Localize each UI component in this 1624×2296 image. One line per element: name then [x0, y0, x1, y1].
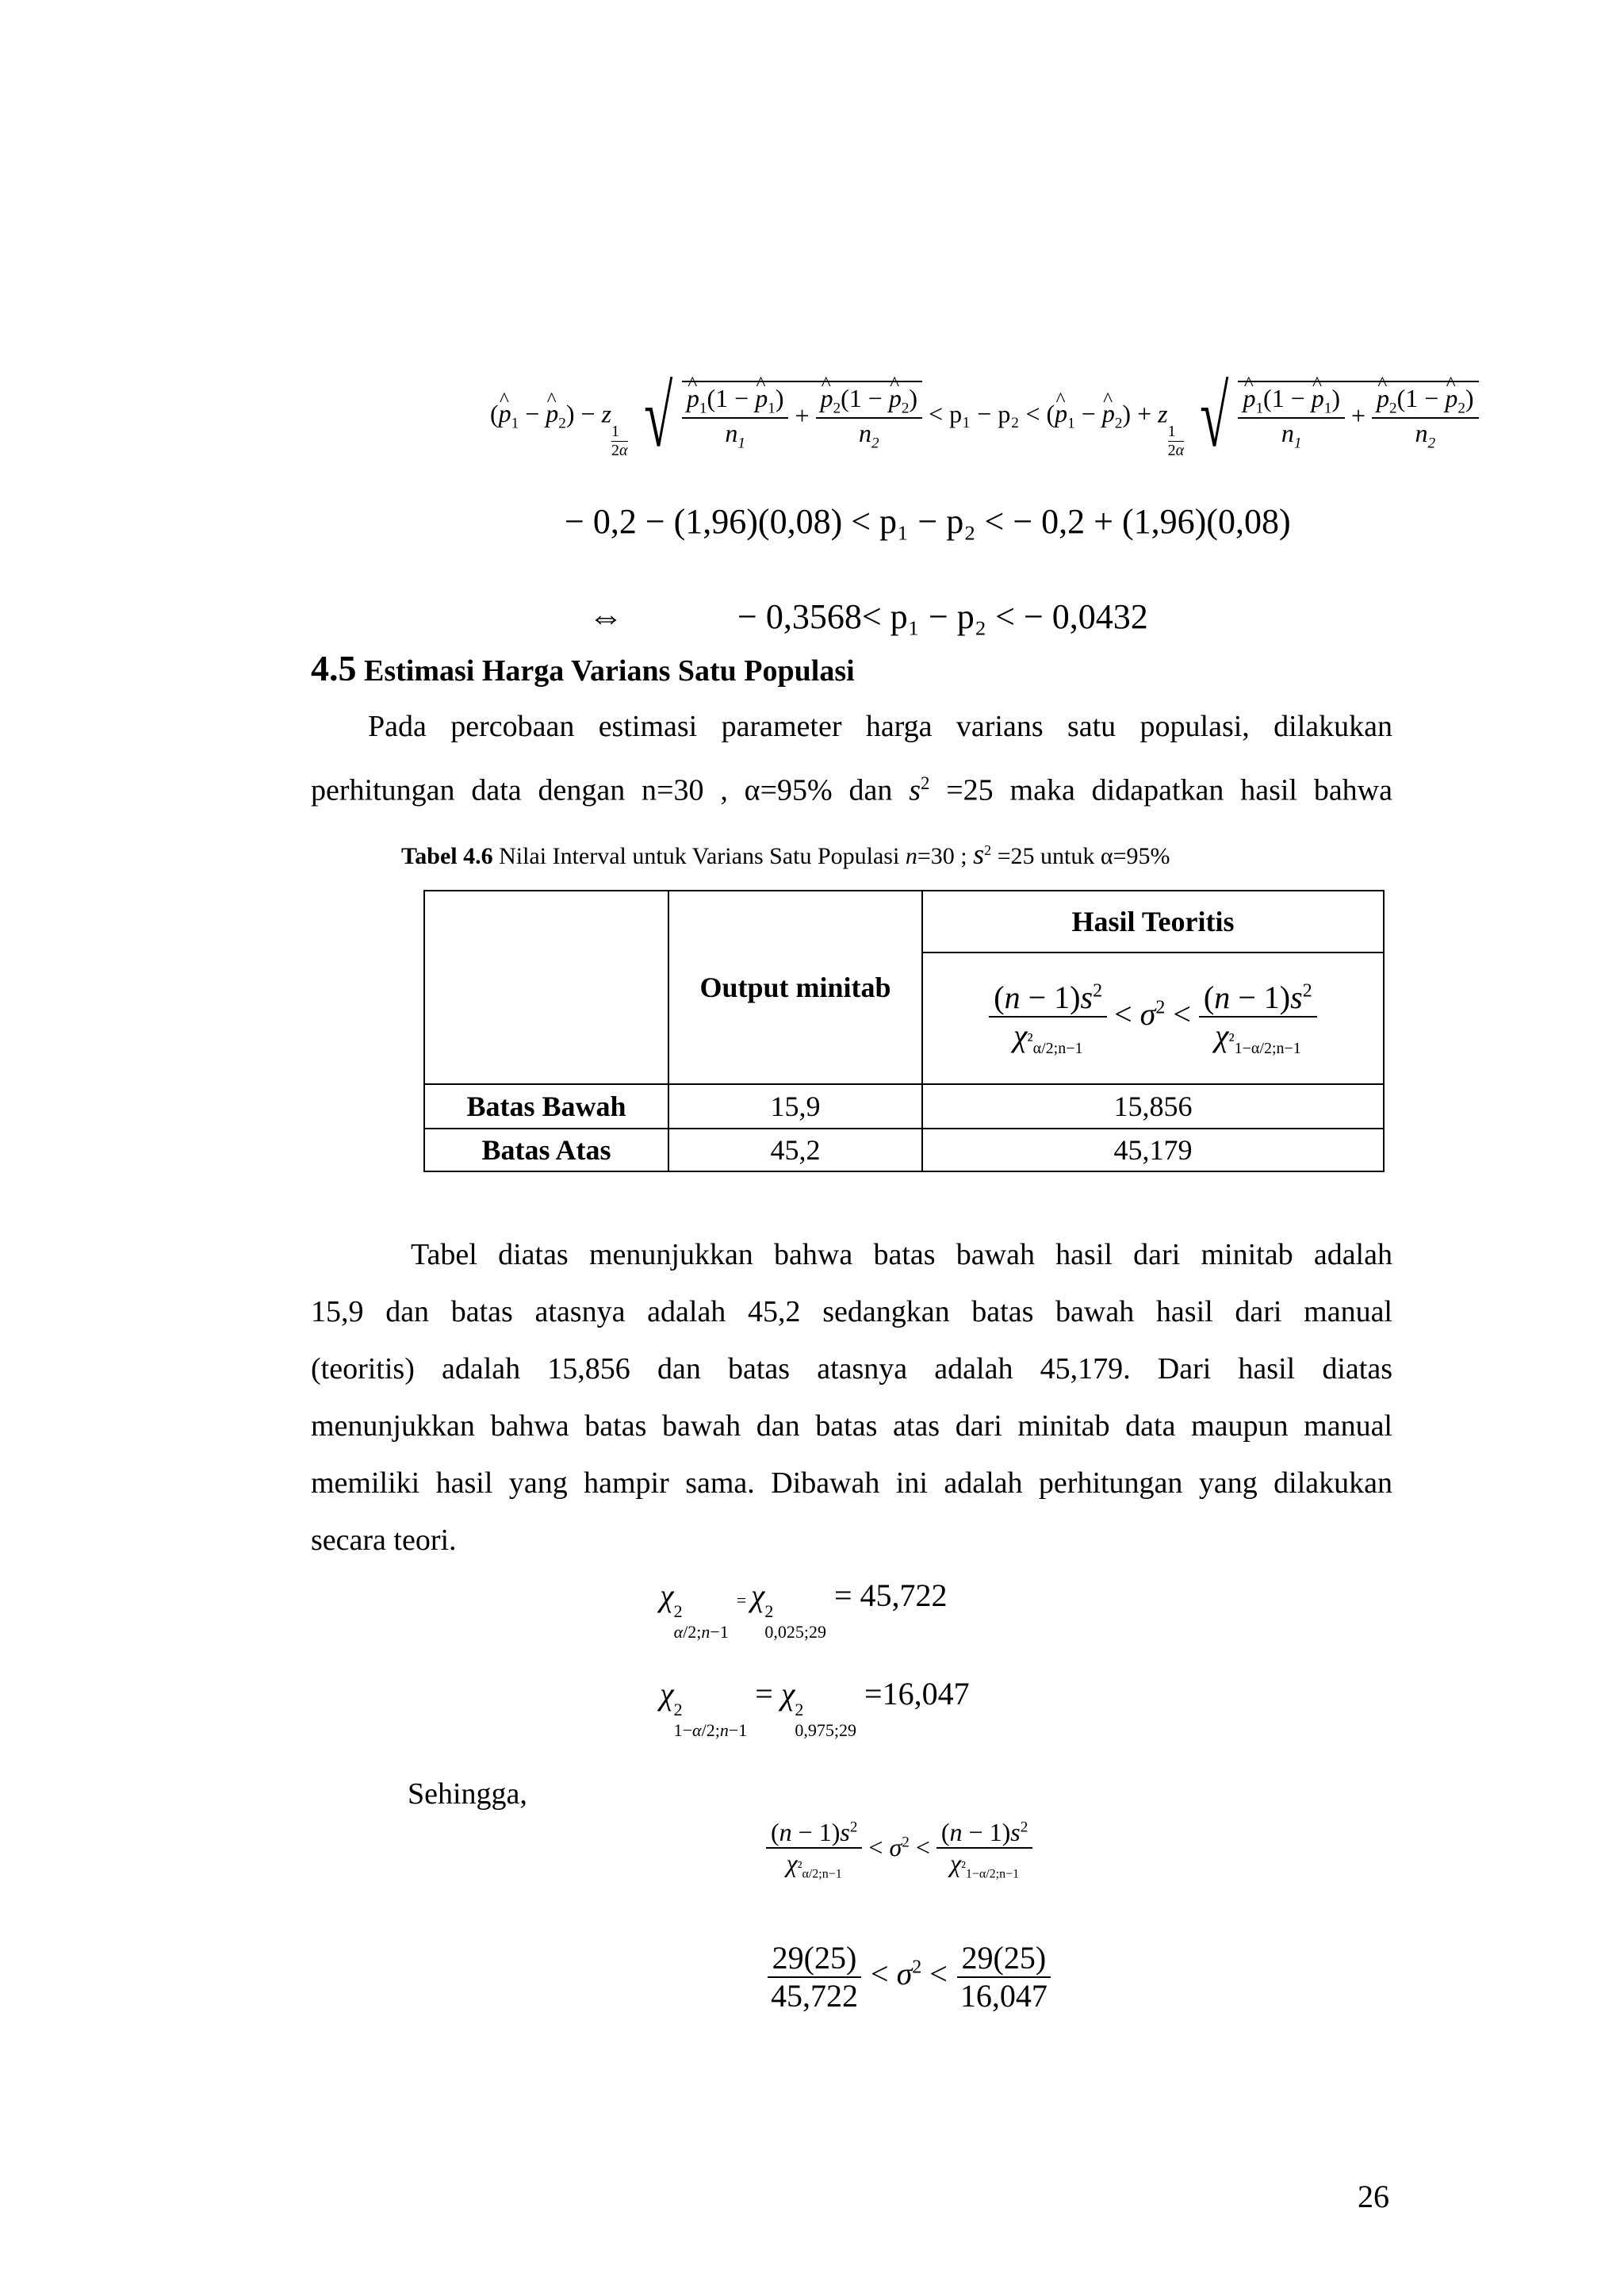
table-header-hasil: Hasil Teoritis: [922, 891, 1384, 953]
row-output: 15,9: [668, 1084, 922, 1129]
equation-line-2: − 0,3568< p₁ − p₂ < − 0,0432: [737, 597, 1148, 636]
table-row: [424, 1129, 1384, 1171]
final-num-left: 29(25): [768, 1940, 862, 1978]
final-num-right: 29(25): [957, 1940, 1051, 1978]
chi-equation-1: χ 2 α/2;n−1 = χ 2 0,025;29 = 45,722: [660, 1577, 948, 1642]
page-number: 26: [1358, 2179, 1389, 2214]
ci-formula: (^ $p_1$ − ^ $p_2) - z$ $\frac{1}{2\alpha}$ √ ^ $\frac{p_1(1 - \^{} p_1)}{n_1}$ + ^ $\frac{p_2(1 - \^{} p_2)}{n_2}$ < p₁ − p₂ < (^ $p_1$ − ^ $p_2) + z$ $\frac{1}{2\alpha}$ √ ^ $\frac{p_1(1 - \^{} p_1)}{n_1}$ + ^ $\frac{p_2(1 - \^{} p_2)}{n_2}$: [490, 373, 1479, 460]
final-den-right: 16,047: [959, 1978, 1048, 2014]
paragraph-line: secara teori.: [311, 1524, 457, 1557]
sehingga-text: Sehingga,: [408, 1777, 527, 1811]
numeric-inequality: $\frac{29(25)}{45,722}$ < $\sigma^2$ < $\frac{29(25)}{16,047}$: [766, 1940, 1052, 2014]
equation-line-1: − 0,2 − (1,96)(0,08) < p₁ − p₂ < − 0,2 + (1,96)(0,08): [565, 502, 1291, 541]
paragraph-analysis: [311, 1226, 1392, 1569]
paragraph-line: menunjukkan bahwa batas bawah dan batas atas dari minitab data maupun manual: [311, 1409, 1392, 1443]
section-title: Estimasi Harga Varians Satu Populasi: [364, 654, 855, 688]
paragraph-intro-line-2: perhitungan data dengan n=30 , α=95% dan $s^2 =25$ maka didapatkan hasil bahwa: [311, 773, 1392, 807]
table-row: [424, 1084, 1384, 1129]
paragraph-intro: [311, 698, 1392, 819]
section-heading: [311, 647, 855, 689]
section-number: 4.5: [311, 648, 357, 688]
table-header-output: Output minitab: [668, 891, 922, 1084]
table-header-formula: $\frac{(n - 1)s^2}{\chi^2_{\alpha/2;n-1}}$ < $\sigma^2$ < $\frac{(n - 1)s^2}{\chi^2_{1-\alpha/2;n-1}}$: [922, 953, 1384, 1084]
table-empty-cell: [424, 891, 668, 1084]
chi-equation-1-value: = 45,722: [833, 1577, 948, 1613]
table-caption: Tabel 4.6 Nilai Interval untuk Varians Satu Populasi n=30 ; $s^2 =25$ untuk α=95%: [401, 838, 1170, 870]
row-hasil: 15,856: [922, 1084, 1384, 1129]
row-label: Batas Atas: [424, 1129, 668, 1171]
paragraph-line: memiliki hasil yang hampir sama. Dibawah ini adalah perhitungan yang dilakukan: [311, 1466, 1392, 1500]
paragraph-line: 15,9 dan batas atasnya adalah 45,2 sedangkan batas bawah hasil dari manual: [311, 1295, 1392, 1328]
paragraph-intro-line-1: Pada percobaan estimasi parameter harga varians satu populasi, dilakukan: [368, 710, 1392, 743]
paragraph-line: Tabel diatas menunjukkan bahwa batas bawah hasil dari minitab adalah: [411, 1238, 1392, 1271]
interval-table: [423, 890, 1385, 1172]
row-label: Batas Bawah: [424, 1084, 668, 1129]
ci-formula-middle: < p₁ − p₂ <: [929, 399, 1040, 428]
symbolic-inequality: $\frac{(n - 1)s^2}{\chi^2_{\alpha/2;n-1}}$ < $\sigma^2$ < $\frac{(n - 1)s^2}{\chi^2_{1-\alpha/2;n-1}}$: [766, 1818, 1032, 1882]
paragraph-line: (teoritis) adalah 15,856 dan batas atasnya adalah 45,179. Dari hasil diatas: [311, 1352, 1392, 1386]
row-hasil: 45,179: [922, 1129, 1384, 1171]
chi-equation-2-value: =16,047: [864, 1676, 970, 1711]
row-output: 45,2: [668, 1129, 922, 1171]
equivalence-symbol: ⇔: [588, 597, 623, 636]
final-den-left: 45,722: [771, 1978, 858, 2014]
chi-equation-2: χ 2 1−α/2;n−1 = χ 2 0,975;29 =16,047: [660, 1676, 970, 1740]
table-caption-label: Tabel 4.6: [401, 843, 493, 869]
